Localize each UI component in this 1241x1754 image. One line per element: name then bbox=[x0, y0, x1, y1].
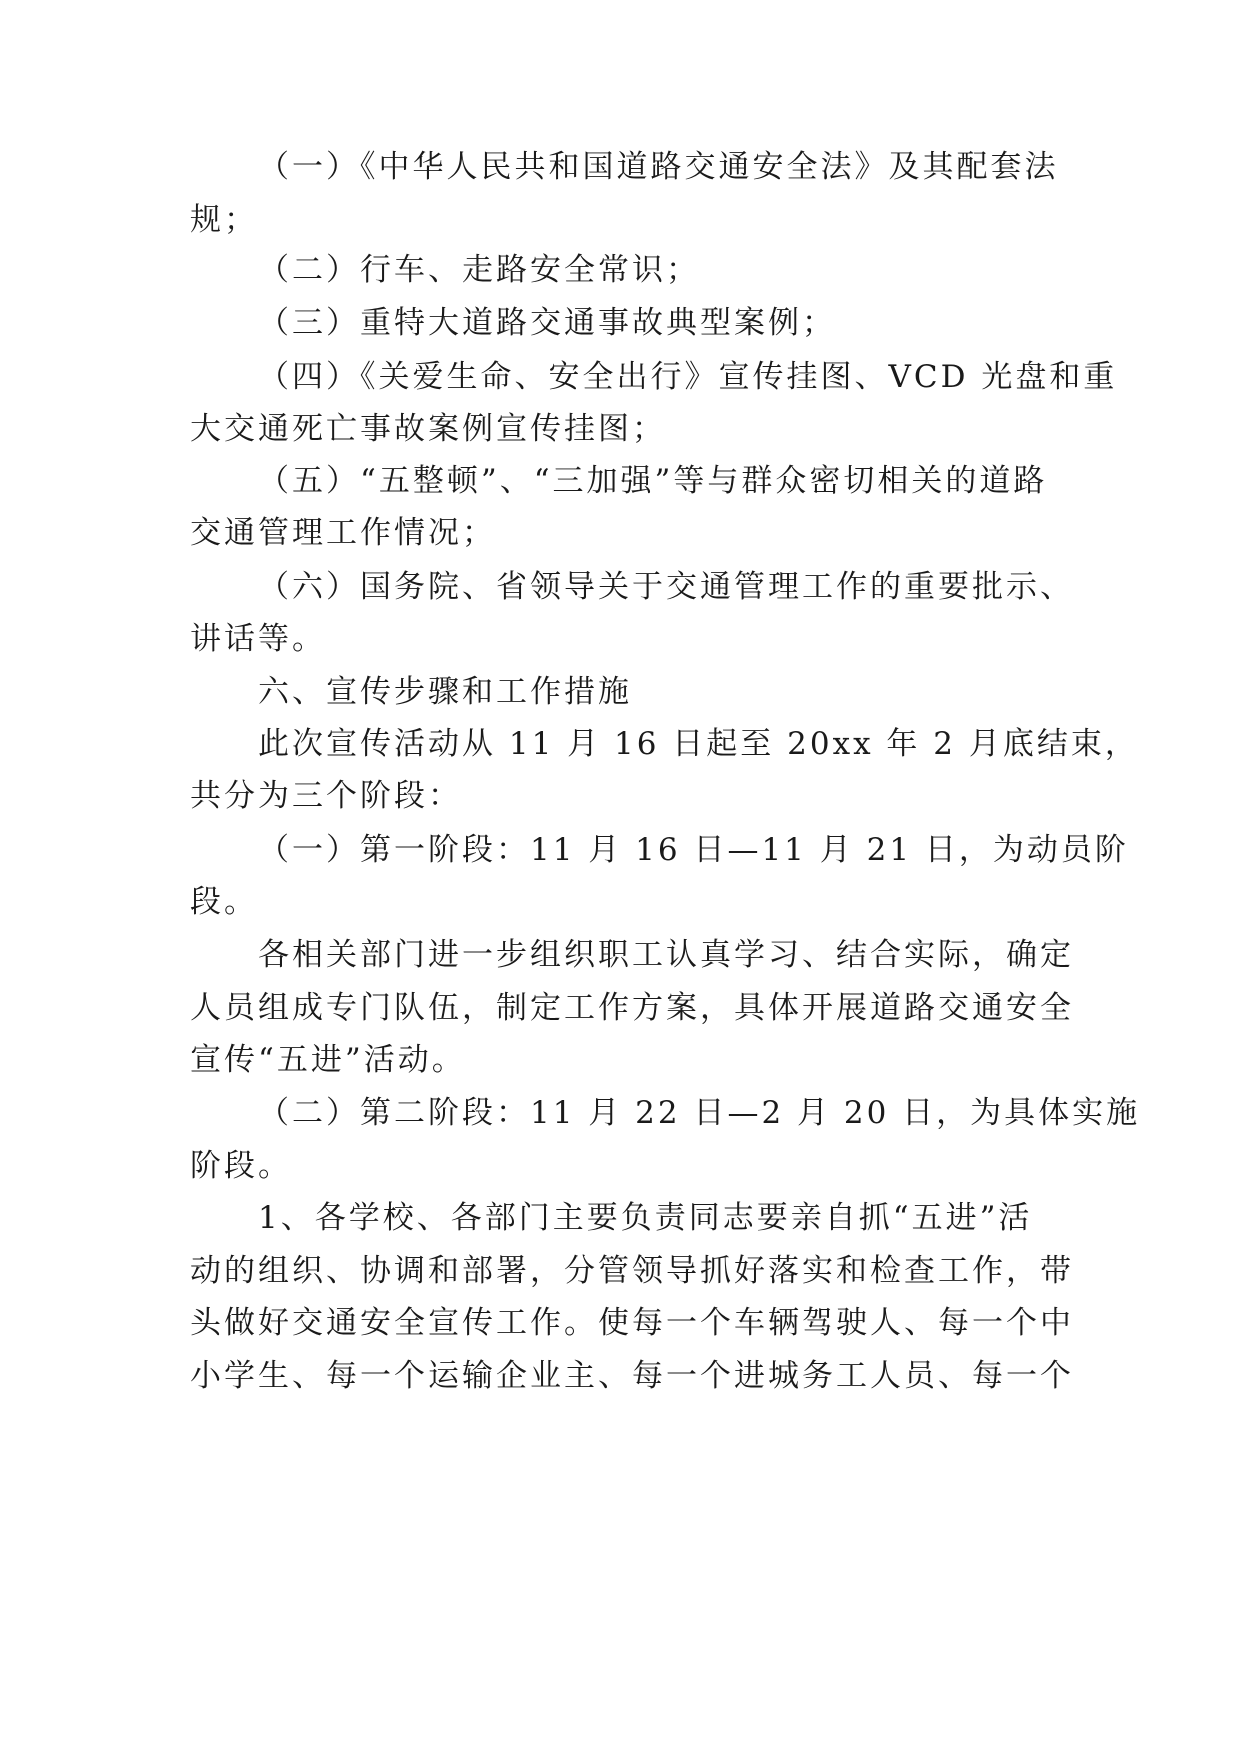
text-line: （六）国务院、省领导关于交通管理工作的重要批示、 bbox=[258, 569, 1074, 605]
text-line: 段。 bbox=[190, 884, 258, 920]
text-line: 共分为三个阶段： bbox=[190, 778, 462, 814]
text-line: （二）第二阶段：11 月 22 日—2 月 20 日，为具体实施 bbox=[258, 1095, 1141, 1131]
text-line: （一）《中华人民共和国道路交通安全法》及其配套法 bbox=[258, 149, 1059, 185]
text-line: 规； bbox=[190, 202, 258, 238]
text-line: 各相关部门进一步组织职工认真学习、结合实际，确定 bbox=[258, 937, 1074, 973]
text-line: 小学生、每一个运输企业主、每一个进城务工人员、每一个 bbox=[190, 1358, 1074, 1394]
text-line: （一）第一阶段：11 月 16 日—11 月 21 日，为动员阶 bbox=[258, 832, 1129, 868]
text-line: 动的组织、协调和部署，分管领导抓好落实和检查工作，带 bbox=[190, 1253, 1074, 1289]
text-line: （四）《关爱生命、安全出行》宣传挂图、VCD 光盘和重 bbox=[258, 359, 1118, 395]
text-line: （五）“五整顿”、“三加强”等与群众密切相关的道路 bbox=[258, 463, 1048, 499]
text-line: 人员组成专门队伍，制定工作方案，具体开展道路交通安全 bbox=[190, 990, 1074, 1026]
text-line: （二）行车、走路安全常识； bbox=[258, 252, 700, 288]
text-line: 宣传“五进”活动。 bbox=[190, 1042, 466, 1078]
text-line: 大交通死亡事故案例宣传挂图； bbox=[190, 411, 666, 447]
text-line: 讲话等。 bbox=[190, 621, 326, 657]
text-line: 1、各学校、各部门主要负责同志要亲自抓“五进”活 bbox=[258, 1200, 1033, 1236]
text-line: 交通管理工作情况； bbox=[190, 515, 496, 551]
text-line: 阶段。 bbox=[190, 1148, 292, 1184]
text-line: （三）重特大道路交通事故典型案例； bbox=[258, 305, 836, 341]
text-line: 头做好交通安全宣传工作。使每一个车辆驾驶人、每一个中 bbox=[190, 1305, 1074, 1341]
text-line: 此次宣传活动从 11 月 16 日起至 20xx 年 2 月底结束， bbox=[258, 726, 1139, 762]
section-heading: 六、宣传步骤和工作措施 bbox=[258, 674, 632, 710]
